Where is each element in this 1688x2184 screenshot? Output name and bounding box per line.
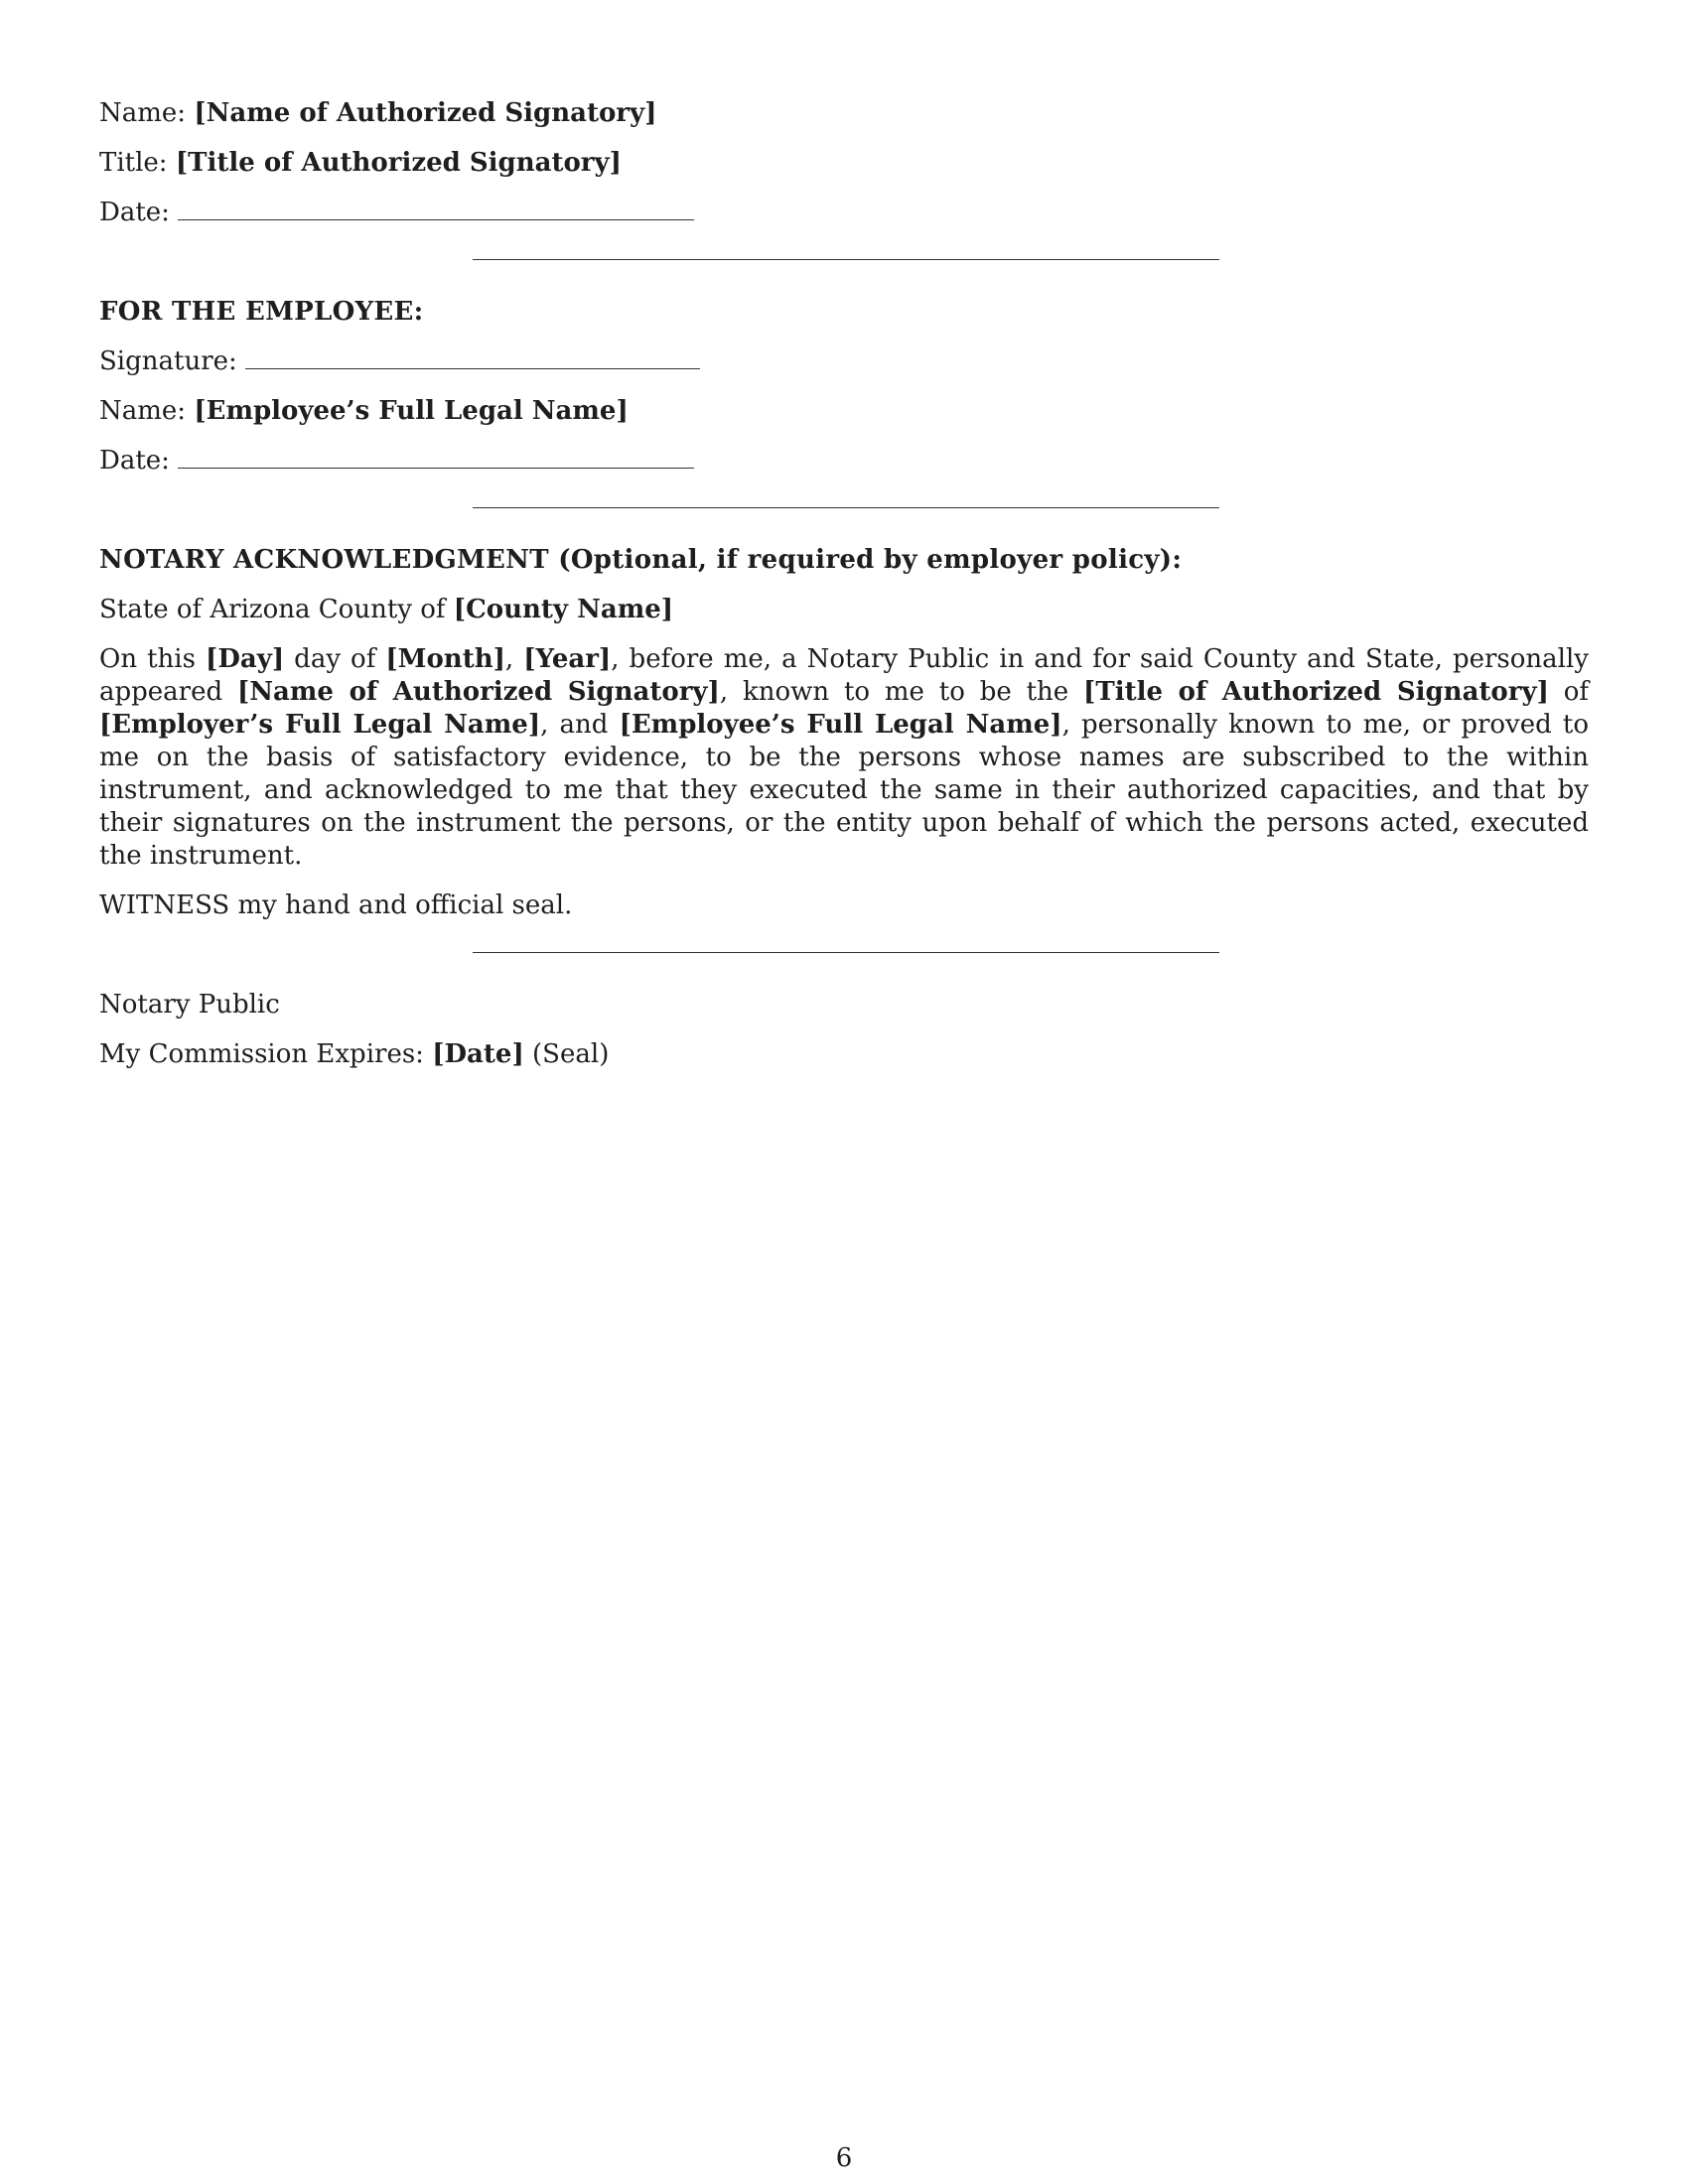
state-county-line [99, 594, 1589, 626]
employer-title-value: [Title of Authorized Signatory] [175, 148, 622, 178]
employee-name-value: [Employee’s Full Legal Name] [194, 396, 629, 426]
employer-date-blank[interactable] [178, 198, 694, 220]
commission-date: [Date] [432, 1039, 524, 1069]
para-text-2: day of [284, 644, 386, 674]
employee-name-label: Name: [99, 396, 187, 426]
para-text-4: , before me, a Notary Public in and for said County and State, personally appeared [99, 644, 1589, 707]
employer-title-label: Title: [99, 148, 168, 178]
employee-signature-blank[interactable] [245, 346, 700, 369]
employee-signature-line [99, 345, 1589, 378]
notary-paragraph [99, 643, 1589, 873]
employee-date-line [99, 445, 1589, 478]
section-divider-2 [473, 507, 1219, 508]
state-county-prefix: State of Arizona County of [99, 595, 446, 624]
employer-date-line [99, 197, 1589, 229]
county-value: [County Name] [453, 595, 674, 624]
commission-line [99, 1038, 1589, 1071]
para-month: [Month] [385, 644, 505, 674]
para-employee-name: [Employee’s Full Legal Name] [619, 710, 1062, 740]
employee-signature-label: Signature: [99, 346, 237, 376]
page-number: 6 [835, 2143, 853, 2173]
para-signatory-title: [Title of Authorized Signatory] [1083, 677, 1549, 707]
employer-date-label: Date: [99, 198, 170, 227]
employee-name-line [99, 395, 1589, 428]
notary-signature-rule [473, 952, 1219, 953]
para-text-6: of [1548, 677, 1589, 707]
notary-heading: NOTARY ACKNOWLEDGMENT (Optional, if required by employer policy): [99, 545, 1183, 575]
document-page [99, 97, 1589, 1088]
para-text-7: , and [540, 710, 620, 740]
employer-title-line [99, 147, 1589, 180]
para-year: [Year] [523, 644, 612, 674]
para-text-1: On this [99, 644, 207, 674]
para-employer-name: [Employer’s Full Legal Name] [99, 710, 541, 740]
para-signatory-name: [Name of Authorized Signatory] [236, 677, 720, 707]
witness-line: WITNESS my hand and official seal. [99, 890, 573, 920]
para-text-8: , personally known to me, or proved to me on the basis of satisfactory evidence, to be the persons whose names are subscribed to the within instrument, and acknowledged to me that they executed the same in their authorized capacities, and that by their signatures on the instrument the persons, or the entity upon behalf of which the persons acted, executed the instrument. [99, 710, 1590, 871]
employer-name-line [99, 97, 1589, 130]
notary-public-label: Notary Public [99, 990, 280, 1020]
para-text-5: , known to me to be the [719, 677, 1084, 707]
employer-name-label: Name: [99, 98, 187, 128]
employee-date-label: Date: [99, 446, 170, 476]
employer-name-value: [Name of Authorized Signatory] [194, 98, 657, 128]
employee-date-blank[interactable] [178, 446, 694, 469]
para-text-3: , [504, 644, 524, 674]
employee-heading: FOR THE EMPLOYEE: [99, 297, 424, 327]
section-divider-1 [473, 259, 1219, 260]
seal-label: (Seal) [532, 1039, 610, 1069]
para-day: [Day] [206, 644, 285, 674]
commission-label: My Commission Expires: [99, 1039, 424, 1069]
